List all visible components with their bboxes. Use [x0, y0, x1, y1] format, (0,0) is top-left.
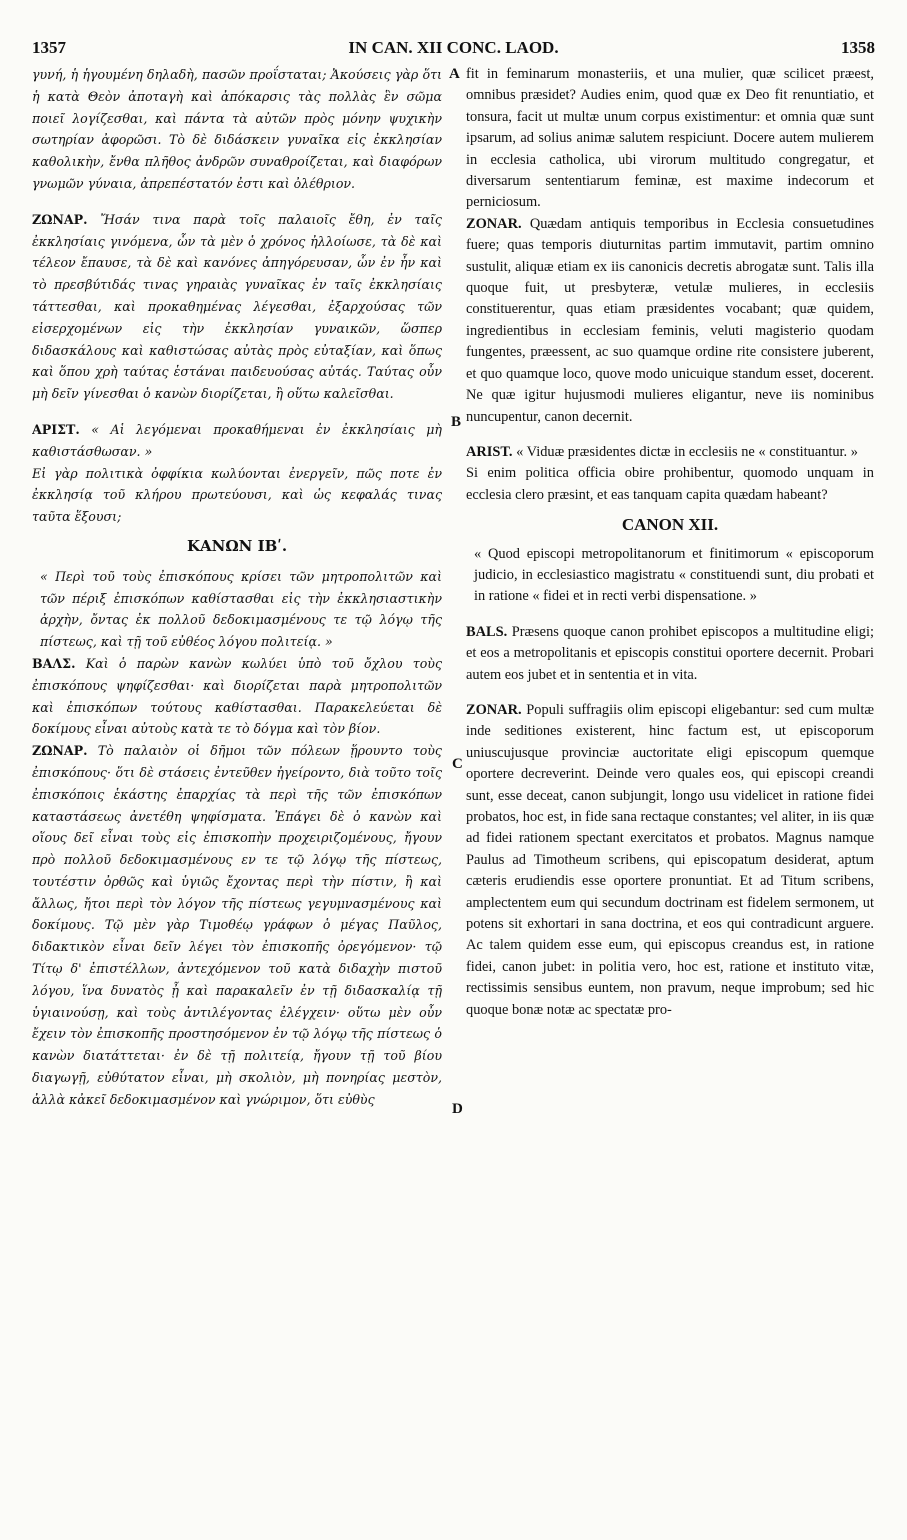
commentary-text: Ἤσάν τινα παρὰ τοῖς παλαιοῖς ἔθη, ἐν ταῖς ἐκκλησίαις γινόμενα, ὧν τὰ μὲν ὁ χρόνος ἠλλοίωσε, τὰ δὲ καὶ τέλεον ἔπαυσε, τὰ δὲ καὶ κανόνες ἀπηγόρευσαν, ὧν ἐν ἦν καὶ τὸ πρεσβύτιδάς τινας γηραιὰς γυναῖκας ἐν ταῖς ἐκκλησίαις τάττεσθαι, καὶ προκαθημένας λέγεσθαι, ἐξαρχούσας τῶν εἰσερχομένων εἰς τὴν ἐκκλησίαν γυναικῶν, ὥσπερ διδασκάλους καὶ καθιστώσας αὐτὰς πρὸς εὐταξίαν, καὶ ὅπως καὶ ὅπου χρὴ ταύτας ἑστάναι παιδευούσας αὐτάς. Ταύτας οὖν μὴ δεῖν γίνεσθαι ὁ κανὼν διορίζεται, ἢ οὕτω καλεῖσθαι.	[32, 211, 442, 402]
commentator-label: ZONAR.	[466, 701, 522, 718]
section-marker-c: C	[452, 756, 463, 772]
commentator-label: ΖΩΝΑΡ.	[32, 743, 88, 759]
section-marker-b: B	[451, 414, 462, 430]
greek-zonaras-commentary	[32, 209, 442, 405]
latin-zonaras-commentary	[466, 214, 874, 428]
latin-paragraph: Si enim politica officia obire prohibentur, quomodo unquam in ecclesia clero præsint, et eas tanquam capita quædam habeant?	[466, 465, 874, 503]
commentator-label: ΖΩΝΑΡ.	[32, 211, 88, 227]
canon-text: « Περὶ τοῦ τοὺς ἐπισκόπους κρίσει τῶν μητροπολιτῶν καὶ τῶν πέριξ ἐπισκόπων καθίστασθαι εἰς τὴν ἐκκλησιαστικὴν ἀρχὴν, ὄντας ἐκ πολλοῦ δεδοκιμασμένους τε τῷ λόγῳ τῆς πίστεως, καὶ τῇ τοῦ εὐθέος λόγου πολιτείᾳ. »	[40, 568, 442, 650]
greek-column	[32, 64, 442, 1522]
running-title: IN CAN. XII CONC. LAOD.	[348, 38, 559, 57]
section-marker-d: D	[452, 1101, 463, 1117]
section-marker-a: A	[449, 66, 460, 82]
commentary-text: Τὸ παλαιὸν οἱ δῆμοι τῶν πόλεων ᾕρουντο τοὺς ἐπισκόπους· ὅτι δὲ στάσεις ἐντεῦθεν ἠγείροντο, διὰ τοῦτο τοῖς ἐπισκόποις ἑκάστης ἐπαρχίας τὰ περὶ τῆς τῶν ἐπισκόπων καταστάσεως ἀνετέθη ψηφίσματα. Ἐπάγει δὲ ὁ κανὼν καὶ οἵους δεῖ εἶναι τοὺς εἰς ἐπισκοπὴν προχειριζομένους, ἤγουν πρὸ πολλοῦ δεδοκιμασμένους εν τε τῷ λόγῳ τῆς πίστεως, τουτέστιν ὀρθῶς καὶ ὑγιῶς ἔχοντας περὶ τὴν πίστιν, ἢ καὶ ἄλλως, ἤτοι περὶ τὸν λόγον τῆς πίστεως γεγυμνασμένους καὶ δοκίμους. Τῷ μὲν γὰρ Τιμοθέῳ γράφων ὁ μέγας Παῦλος, διδακτικὸν εἶναι δεῖν λέγει τὸν ἐπισκοπῆς ὀρεγόμενον· τῷ Τίτῳ δ' ἐπιστέλλων, ἀντεχόμενον τοῦ κατὰ διδαχὴν πιστοῦ λόγου, ἵνα δυνατὸς ᾖ καὶ παρακαλεῖν ἐν τῇ διδασκαλίᾳ τῇ ὑγιαινούσῃ, καὶ τοὺς ἀντιλέγοντας ἐλέγχειν· οὕτω μὲν οὖν ἔχειν τὸν ἐπισκοπῆς προστησόμενον ἐν τῷ λόγῳ τῆς πίστεως ὁ κανὼν διατάττεται· ἐν δὲ τῇ πολιτείᾳ, ἤγουν τῇ τοῦ βίου διαγωγῇ, εὐθύτατον εἶναι, μὴ σκολιὸν, μὴ πονηρίας μεστὸν, ἀλλὰ κἀκεῖ δεδοκιμασμένον καὶ γνώριμον, ὅτι εὐθὺς	[32, 743, 442, 1107]
page-number-left: 1357	[32, 38, 66, 57]
latin-aristenus-quote	[466, 442, 874, 463]
canon-text: « Quod episcopi metropolitanorum et finitimorum « episcoporum judicio, in ecclesiastico magistratu « constituendi sunt, diu probati et in ratione « fidei et in recti verbi dispensatione. »	[474, 545, 874, 605]
quote-text: « Αἱ λεγόμεναι προκαθήμεναι ἐν ἐκκλησίαις μὴ καθιστάσθωσαν. »	[32, 421, 442, 459]
greek-balsamon-commentary	[32, 653, 442, 740]
commentary-text: Præsens quoque canon prohibet episcopos a multitudine eligi; et eos a metropolitanis et episcopis constitui oportere decernit. Probari autem eos jubet et in sententia et in vita.	[466, 623, 874, 683]
commentator-label: ΑΡΙΣΤ.	[32, 421, 80, 437]
latin-column	[466, 64, 874, 1522]
canon-title: CANON XII.	[621, 515, 719, 535]
greek-paragraph: γυνή, ἡ ἡγουμένη δηλαδὴ, πασῶν προΐσταται; Ἀκούσεις γὰρ ὅτι ἡ κατὰ Θεὸν ἀποταγὴ καὶ ἀπόκαρσις τὰς πολλὰς ἓν σῶμα ποιεῖ λογίζεσθαι, καὶ πάντα τὰ αὐτῶν πρὸς μόνην ψυχικὴν σωτηρίαν ἀφορῶσι. Τὸ δὲ διδάσκειν γυναῖκα εἰς ἐκκλησίαν καθολικὴν, ἔνθα πλῆθος ἀνδρῶν συναθροίζεται, καὶ διαφόρων γνωμῶν γύναια, ἀπρεπέστατόν ἐστι καὶ ὀλέθριον.	[32, 67, 442, 191]
commentary-text: Καὶ ὁ παρὼν κανὼν κωλύει ὑπὸ τοῦ ὄχλου τοὺς ἐπισκόπους ψηφίζεσθαι· καὶ διορίζεται παρὰ μητροπολιτῶν καὶ ἐπισκόπων τούτους καθίστασθαι. Παρακελεύεται δὲ δοκίμους εἶναι αὐτοὺς κατὰ τε τὸ δόγμα καὶ τὸν βίον.	[32, 655, 442, 737]
commentator-label: BALS.	[466, 623, 508, 640]
commentator-label: ΒΑΛΣ.	[32, 655, 76, 671]
greek-paragraph: Εἰ γὰρ πολιτικὰ ὀφφίκια κωλύονται ἐνεργεῖν, πῶς ποτε ἐν ἐκκλησίᾳ τοῦ κλήρου πρωτεύουσι, καὶ ὡς κεφαλάς τινας ταῦτα ἕξουσι;	[32, 465, 442, 525]
commentary-text: Populi suffragiis olim episcopi eligebantur: sed cum multæ inde seditiones existerent, hinc factum est, ut episcoporum uniuscujusque provinciæ auctoritate eligi episcopum quemque oportere decreverint. Deinde vero quales eos, qui episcopi creandi sunt, esse deceat, canon subjungit, longo usu videlicet in ratione fidei probatos, hoc est, in fide sana rectaque constantes; vel aliter, in iis quæ ad fidei rationem spectant exercitatos et probatos. Magnus namque Paulus ad Timotheum scribens, qui episcopatum desiderat, aptum cæteris erudiendis esse oportere pronuntiat. Et ad Titum scribens, amplectentem eum qui secundum doctrinam est fidelem sermonem, ut potens sit exhortari in sana doctrina, et eos qui contradicunt arguere. Ac talem quidem esse eum, qui episcopus creandus est, in ratione fidei, canon jubet: in politia vero, hoc est, ratione et instituto vitæ, rectissimis sensibus euntem, non pravum, neque improbum; sed hic quoque bonæ notæ ac spectatæ pro-	[466, 701, 874, 1018]
greek-aristenus-quote	[32, 419, 442, 463]
latin-balsamon-commentary	[466, 622, 874, 686]
quote-text: « Viduæ præsidentes dictæ in ecclesiis ne « constituantur. »	[516, 443, 858, 460]
commentator-label: ARIST.	[466, 443, 513, 460]
page-number-right: 1358	[841, 38, 875, 57]
commentator-label: ZONAR.	[466, 215, 522, 232]
latin-paragraph: fit in feminarum monasteriis, et una mulier, quæ scilicet præest, omnibus præsidet? Audies enim, quod quæ ex Deo fit renuntiatio, et tonsura, facit ut multæ unum corpus existimentur: et omnia quæ sunt ipsarum, ad solius animæ salutem respiciunt. Docere autem mulierem in ecclesia catholica, ubi virorum multitudo congregatur, et diversarum sententiarum feminæ, est maxime indecorum et perniciosum.	[466, 66, 874, 211]
canon-title: ΚΑΝΩΝ ΙΒʹ.	[186, 536, 288, 555]
page-header	[32, 38, 875, 64]
greek-zonaras-commentary-2	[32, 740, 442, 1111]
commentary-text: Quædam antiquis temporibus in Ecclesia consuetudines fuere; quas temporis diuturnitas partim immutavit, partim omnino sustulit, aliquæ etiam ex iis canonicis decretis abrogatæ sunt. Talis illa quoque fuit, ut presbyteræ, vetulæ mulieres, in ecclesiis constituerentur, quas etiam præsidentes vocabant; quæ quidem, ingredientibus in ecclesiam feminis, veluti magisterio quodam fungentes, præessent, ac suo quamque ordine rite consistere juberent, et quo quamque loco, quove modo unicuique standum esset, docerent. Ne quæ igitur hujusmodi mulieres eligantur, neve iis nominibus nuncupentur, canon decernit.	[466, 215, 874, 425]
latin-zonaras-commentary-2	[466, 700, 874, 1021]
